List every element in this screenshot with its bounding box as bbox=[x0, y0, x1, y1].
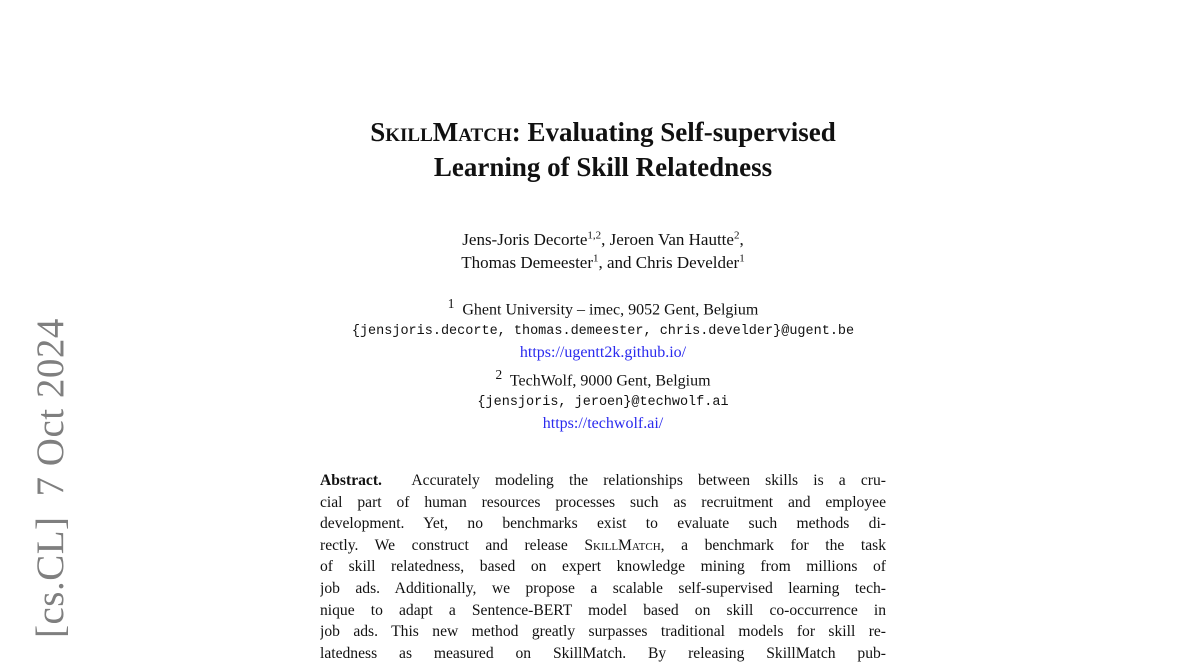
title-line2: Learning of Skill Relatedness bbox=[433, 152, 773, 182]
author-separator: , bbox=[739, 230, 744, 249]
abstract-line-cut bbox=[320, 643, 886, 664]
abstract-line bbox=[320, 556, 886, 578]
affiliation-mark: 2 bbox=[495, 366, 503, 382]
abstract-line bbox=[320, 492, 886, 514]
abstract-text: Accurately modeling the relationships between skills is a cru- bbox=[411, 472, 886, 489]
affiliation-1-emails: {jensjoris.decorte, thomas.demeester, chris.develder}@ugent.be bbox=[351, 323, 855, 339]
affiliation-1 bbox=[300, 293, 906, 321]
title-benchmark-name: SkillMatch bbox=[370, 117, 512, 147]
paper-page bbox=[300, 0, 906, 662]
paper-title bbox=[300, 115, 906, 185]
title-line1-rest: : Evaluating Self-supervised bbox=[511, 117, 836, 147]
affiliation-text: TechWolf, 9000 Gent, Belgium bbox=[509, 372, 711, 390]
abstract-text: development. Yet, no benchmarks exist to evaluate such methods di- bbox=[320, 515, 886, 533]
author-affiliation-mark: 1 bbox=[593, 252, 599, 265]
arxiv-category: [cs.CL] bbox=[28, 516, 72, 638]
abstract-text: of skill relatedness, based on expert knowledge mining from millions of bbox=[320, 558, 886, 576]
author-affiliation-mark: 2 bbox=[733, 229, 740, 242]
abstract-text: , a benchmark for the task bbox=[660, 536, 886, 554]
abstract-line bbox=[320, 470, 886, 492]
abstract bbox=[320, 470, 886, 664]
author-name: Chris Develder bbox=[635, 253, 740, 272]
author-name: Thomas Demeester bbox=[461, 253, 593, 272]
abstract-label: Abstract. bbox=[320, 472, 382, 489]
author-list bbox=[300, 228, 906, 274]
affiliation-text: Ghent University – imec, 9052 Gent, Belgium bbox=[462, 301, 759, 319]
author-separator: , bbox=[601, 230, 610, 249]
affiliation-2 bbox=[300, 364, 906, 392]
abstract-line bbox=[320, 621, 886, 643]
abstract-line bbox=[320, 513, 886, 535]
abstract-line bbox=[320, 600, 886, 622]
author-name: Jens-Joris Decorte bbox=[462, 230, 588, 249]
abstract-line bbox=[320, 535, 886, 557]
affiliation-mark: 1 bbox=[447, 296, 455, 311]
abstract-text: job ads. Additionally, we propose a scalable self-supervised learning tech- bbox=[320, 579, 886, 597]
abstract-text: cial part of human resources processes such as recruitment and employee bbox=[320, 493, 886, 511]
author-affiliation-mark: 1,2 bbox=[587, 229, 602, 242]
arxiv-stamp bbox=[26, 318, 74, 638]
abstract-line bbox=[320, 578, 886, 600]
abstract-text: latedness as measured on SkillMatch. By releasing SkillMatch pub- bbox=[320, 644, 886, 662]
abstract-text: rectly. We construct and release bbox=[320, 536, 585, 554]
affiliation-2-emails: {jensjoris, jeroen}@techwolf.ai bbox=[477, 394, 729, 410]
affiliation-2-url-link[interactable]: https://techwolf.ai/ bbox=[542, 415, 664, 433]
affiliations bbox=[300, 293, 906, 435]
arxiv-date: 7 Oct 2024 bbox=[28, 318, 72, 497]
author-affiliation-mark: 1 bbox=[739, 252, 745, 265]
author-name: Jeroen Van Hautte bbox=[609, 230, 734, 249]
affiliation-1-url-link[interactable]: https://ugentt2k.github.io/ bbox=[519, 344, 687, 362]
abstract-text: job ads. This new method greatly surpasses traditional models for skill re- bbox=[320, 623, 886, 641]
abstract-text: nique to adapt a Sentence-BERT model based on skill co-occurrence in bbox=[320, 601, 886, 619]
abstract-benchmark-name: SkillMatch bbox=[584, 536, 661, 554]
author-separator: , and bbox=[598, 253, 636, 272]
